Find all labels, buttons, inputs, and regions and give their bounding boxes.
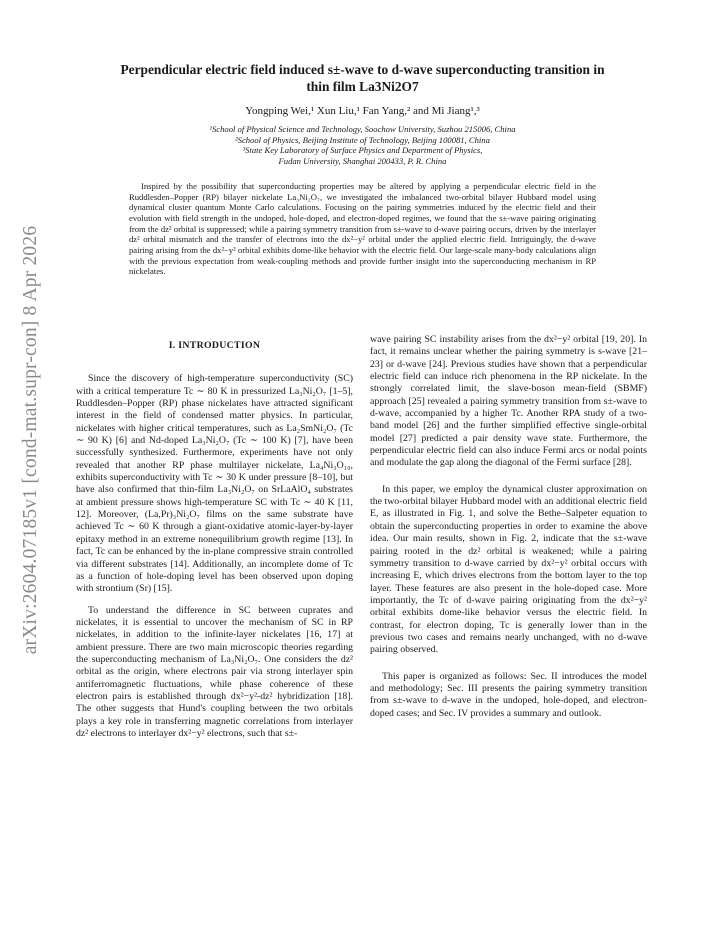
right-column [370, 334, 647, 729]
author-list: Yongping Wei,¹ Xun Liu,¹ Fan Yang,² and Mi Jiang¹,³ [245, 105, 480, 117]
affiliations [60, 124, 665, 166]
arxiv-identifier: arXiv:2604.07185v1 [cond-mat.supr-con] 8 Apr 2026 [20, 225, 41, 655]
abstract [129, 181, 596, 277]
arxiv-sidebar-stamp [16, 200, 46, 680]
intro-paragraph-4: This paper is organized as follows: Sec. II introduces the model and methodology; Sec. III presents the pairing symmetry transition from s±-wave to d-wave in the undoped, hole-doped, and electron-doped cases; and Sec. IV provides a summary and outlook. [370, 670, 647, 719]
affiliation-1: ¹School of Physical Science and Technology, Soochow University, Suzhou 215006, China [209, 124, 516, 134]
intro-paragraph-3: In this paper, we employ the dynamical cluster approximation on the two-orbital bilayer Hubbard model with an additional electric field E, as illustrated in Fig. 1, and solve the Bethe–Salpeter equation to obtain the superconducting properties in order to examine the above idea. Our main results, shown in Fig. 2, indicate that the s±-wave pairing rooted in the dz² orbital is weakened; while a pairing symmetry transition to d-wave carried by dx²−y² orbital occurs with increasing E, which drives electrons from the bottom layer to the top layer. These features are also present in the hole-doped case. More importantly, the Tc of d-wave pairing originating from the dx²−y² orbital exhibits dome-like behavior versus the electric field. In contrast, for electron doping, Tc is generally lower than in the previous two cases and remains nearly unchanged, with no d-wave pairing observed. [370, 483, 647, 656]
paper-title [60, 61, 665, 95]
section-heading: I. INTRODUCTION [168, 340, 261, 351]
intro-paragraph-2-cont: wave pairing SC instability arises from the dx²−y² orbital [19, 20]. In fact, it remains unclear whether the pairing symmetry is s-wave [21–23] or d-wave [24]. Previous studies have shown that a perpendicular electric field can induce rich phenomena in the RP nickelate. In the strongly correlated limit, the slave-boson mean-field (SBMF) approach [25] revealed a pairing symmetry transition from s±-wave to d-wave, accompanied by a higher Tc. Another RPA study of a two-band model [26] and the further simplified effective single-orbital model [27] predicted a pair density wave state. Furthermore, the perpendicular electric field can also induce Fermi arcs or nodal points and modulate the gap along the diagonal of the Fermi surface [28]. [370, 334, 647, 469]
affiliation-3: ³State Key Laboratory of Surface Physics and Department of Physics, [242, 145, 483, 156]
affiliation-2: ²School of Physics, Beijing Institute of Technology, Beijing 100081, China [235, 134, 490, 145]
left-column [76, 340, 353, 749]
affiliation-3-cont: Fudan University, Shanghai 200433, P. R. China [278, 155, 447, 166]
intro-paragraph-1: Since the discovery of high-temperature superconductivity (SC) with a critical temperature Tc ∼ 80 K in pressurized La₃Ni₂O₇ [1–5], Ruddlesden–Popper (RP) phase nickelates have attracted significant interest in the field of condensed matter physics. In particular, nickelates with higher critical temperatures, such as La₂SmNi₂O₇ (Tc ∼ 90 K) [6] and Nd-doped La₃Ni₂O₇ (Tc ∼ 100 K) [7], have been successfully synthesized. Furthermore, experiments have not only revealed that another RP phase multilayer nickelate, La₄Ni₃O₁₀, exhibits superconductivity with Tc ∼ 30 K under pressure [8–10], but have also confirmed that thin-film La₃Ni₂O₇ on SrLaAlO₄ substrates at ambient pressure shows high-temperature SC with Tc ∼ 40 K [11, 12]. Moreover, (La,Pr)₃Ni₂O₇ films on the same substrate have achieved Tc ∼ 60 K through a giant-oxidative atomic-layer-by-layer epitaxy method in an extreme nonequilibrium growth regime [13]. In fact, Tc can be enhanced by the in-plane compressive strain controlled via different substrates [14]. Additionally, an incomplete dome of Tc as a function of hole-doping level has been observed upon doping with strontium (Sr) [15]. [76, 373, 353, 595]
title-line-2: thin film La3Ni2O7 [306, 79, 419, 94]
abstract-text: Inspired by the possibility that superconducting properties may be altered by applying a perpendicular electric field in the Ruddlesden–Popper (RP) bilayer nickelate La₃Ni₂O₇, we investigated the imbalanced two-orbital bilayer Hubbard model using dynamical cluster quantum Monte Carlo calculations. Focusing on the pairing symmetries induced by the electric field and their evolution with field strength in the undoped, hole-doped, and electron-doped regimes, we found that the s±-wave pairing originating from the dz² orbital is suppressed; while a pairing symmetry transition from s±-wave to d-wave pairing occurs, driven by the interlayer dz² orbital mismatch and the transfer of electrons into the dx²−y² orbital under the applied electric field. Intriguingly, the d-wave pairing arising from the dx²−y² orbital exhibits dome-like behavior with the electric field. Our large-scale many-body calculations align with the previous expectation from weak-coupling methods and provide further insight into the superconducting mechanism in RP nickelates. [129, 181, 596, 277]
title-line-1: Perpendicular electric field induced s±-wave to d-wave superconducting transition in [120, 62, 605, 77]
intro-paragraph-2: To understand the difference in SC between cuprates and nickelates, it is essential to uncover the mechanism of SC in RP nickelates, in addition to the infinite-layer nickelates [16, 17] at ambient pressure. There are two main microscopic theories regarding the superconducting mechanism of La₃Ni₂O₇. One considers the dz² orbital as the origin, where electrons pair via strong interlayer spin antiferromagnetic fluctuations, while phase coherence of these electron pairs is established through dx²−y²-dz² hybridization [18]. The other suggests that Hund's coupling between the two orbitals plays a key role in transferring magnetic correlations from interlayer dz² electrons to interlayer dx²−y² electrons, such that s±- [76, 604, 353, 739]
